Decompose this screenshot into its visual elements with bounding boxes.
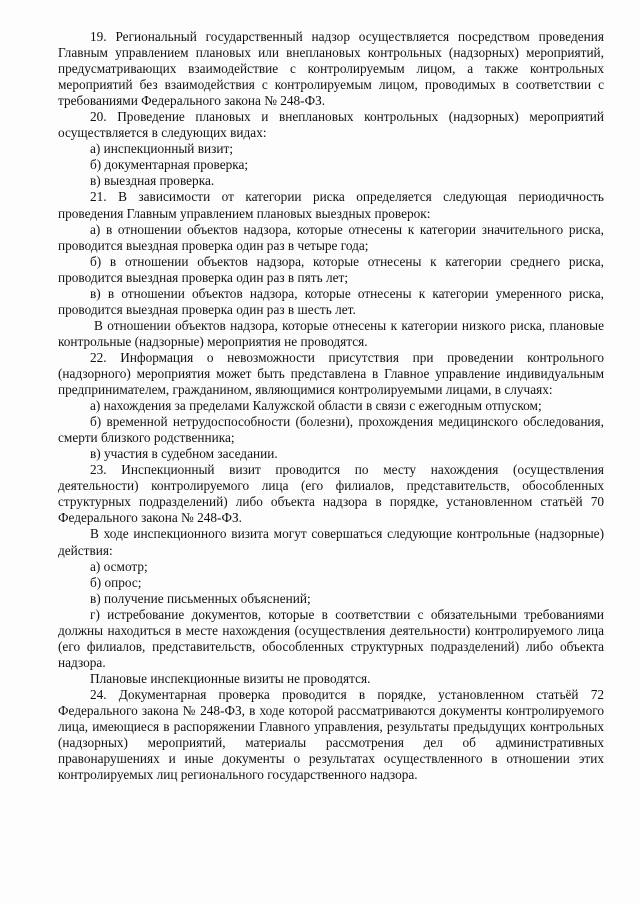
list-item-20a: а) инспекционный визит; (90, 141, 234, 157)
document-body (58, 29, 604, 783)
list-item-23a: а) осмотр; (90, 558, 148, 574)
list-item-23b: б) опрос; (90, 574, 142, 590)
list-item-20b: б) документарная проверка; (90, 157, 249, 173)
paragraph-21: 21. В зависимости от категории риска определяется следующая периодичность проведения Главным управлением плановых выездных проверок: (58, 189, 604, 221)
list-item-22b: б) временной нетрудоспособности (болезни), прохождения медицинского обследования, смерти близкого родственника; (58, 414, 604, 446)
paragraph-20: 20. Проведение плановых и внеплановых контрольных (надзорных) мероприятий осуществляется в следующих видах: (58, 109, 604, 141)
list-item-21b: б) в отношении объектов надзора, которые отнесены к категории среднего риска, проводится выездная проверка один раз в пять лет; (58, 253, 604, 285)
paragraph-low-risk: В отношении объектов надзора, которые отнесены к категории низкого риска, плановые контрольные (надзорные) мероприятия не проводятся. (58, 317, 604, 349)
list-item-21a: а) в отношении объектов надзора, которые отнесены к категории значительного риска, проводится выездная проверка один раз в четыре года; (58, 221, 604, 253)
paragraph-23: 23. Инспекционный визит проводится по месту нахождения (осуществления деятельности) контролируемого лица (его филиалов, представительств, обособленных структурных подразделений) либо объекта надзора в порядке, установленном статьёй 70 Федерального закона № 248-ФЗ. (58, 462, 604, 526)
paragraph-19: 19. Региональный государственный надзор осуществляется посредством проведения Главным управлением плановых или внеплановых контрольных (надзорных) мероприятий, предусматривающих взаимодействие с контролируемым лицом, а также контрольных мероприятий без взаимодействия с контролируемым лицом, проводимых в соответствии с требованиями Федерального закона № 248-ФЗ. (58, 29, 604, 109)
list-item-22a: а) нахождения за пределами Калужской области в связи с ежегодным отпуском; (90, 398, 542, 414)
list-item-23c: в) получение письменных объяснений; (90, 590, 311, 606)
paragraph-planned-visits: Плановые инспекционные визиты не проводятся. (90, 670, 371, 686)
list-item-20c: в) выездная проверка. (90, 173, 215, 189)
list-item-23d: г) истребование документов, которые в соответствии с обязательными требованиями должны находиться в месте нахождения (осуществления деятельности) контролируемого лица (его филиалов, представительств, обособленных структурных подразделений) либо объекта надзора. (58, 606, 604, 670)
paragraph-24: 24. Документарная проверка проводится в порядке, установленном статьёй 72 Федерального закона № 248-ФЗ, в ходе которой рассматриваются документы контролируемого лица, имеющиеся в распоряжении Главного управления, результаты предыдущих контрольных (надзорных) мероприятий, материалы рассмотрения дел об административных правонарушениях и иные документы о результатах осуществленного в отношении этих контролируемых лиц регионального государственного надзора. (58, 686, 604, 783)
paragraph-inspection-actions: В ходе инспекционного визита могут совершаться следующие контрольные (надзорные) действия: (58, 526, 604, 558)
paragraph-22: 22. Информация о невозможности присутствия при проведении контрольного (надзорного) мероприятия может быть представлена в Главное управление индивидуальным предпринимателем, гражданином, являющимися контролируемыми лицами, в случаях: (58, 349, 604, 398)
list-item-22c: в) участия в судебном заседании. (90, 446, 278, 462)
list-item-21c: в) в отношении объектов надзора, которые отнесены к категории умеренного риска, проводится выездная проверка один раз в шесть лет. (58, 285, 604, 317)
